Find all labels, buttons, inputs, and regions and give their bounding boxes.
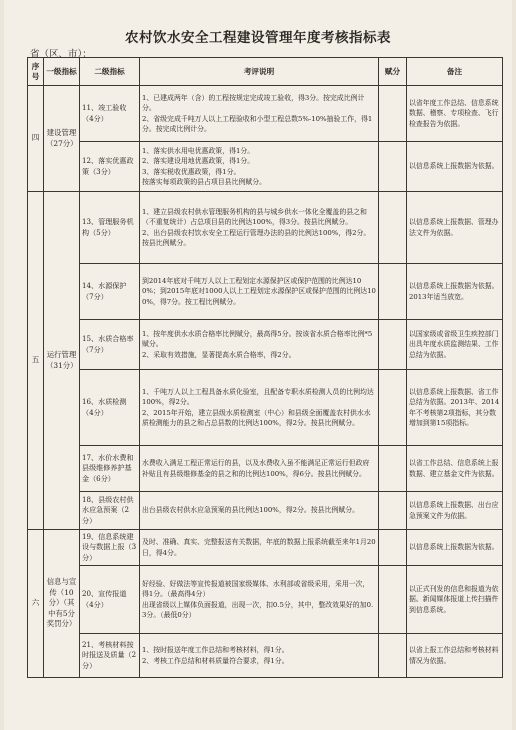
note-cell: 以信息系统上报数据、管理办法文件为依据。 (407, 192, 503, 264)
score-cell (379, 320, 407, 370)
description-line: 1、落实供水用电优惠政策，得1分。 (142, 146, 255, 155)
section-name: 建设管理（27分） (44, 86, 80, 192)
score-cell (379, 566, 407, 634)
section-no: 四 (28, 86, 44, 192)
note-cell: 以省年度工作总结、信息系统数据、稽察、专项检查、飞行检查报告为依据。 (407, 86, 503, 142)
indicator-name: 12、落实优惠政策（3分） (80, 142, 140, 192)
score-cell (379, 492, 407, 530)
table-row (28, 142, 503, 192)
table-header-row (28, 58, 503, 86)
table-row (28, 86, 503, 142)
indicator-description (140, 634, 379, 678)
province-label: 省（区、市）： (30, 49, 92, 60)
indicator-description (140, 142, 379, 192)
note-cell: 以省工作总结、信息系统上报数据、建立基金文件为依据。 (407, 446, 503, 492)
score-cell (379, 264, 407, 320)
indicator-description (140, 192, 379, 264)
indicator-name: 11、竣工验收（4分） (80, 86, 140, 142)
description-line: 2、出台县级农村饮水安全工程运行管理办法的县的比例达100%，得2分。按县比例赋分。 (142, 228, 371, 247)
header-level1: 一级指标 (44, 58, 80, 86)
description-line: 2、2015年开始，建立县级水质检测室（中心）和县级全面覆盖农村供水水质检测能力的县之和占总县数的比例达100%，得2分。按县比例赋分。 (142, 408, 371, 427)
section-no: 五 (28, 192, 44, 530)
description-line: 1、已建成两年（含）的工程按规定完成竣工验收，得3分。按完成比例计分。 (142, 93, 365, 113)
header-score: 赋分 (379, 58, 407, 86)
table-row (28, 634, 503, 678)
table-row (28, 320, 503, 370)
description-line: 到2014年底对千吨万人以上工程划定水源保护区或保护范围的比例达100%；到2015年底对1000人以上工程划定水源保护区或保护范围的比例达100%，得7分。按工程比例赋分。 (142, 277, 376, 306)
section-no: 六 (28, 530, 44, 678)
page-title: 农村饮水安全工程建设管理年度考核指标表 (125, 30, 391, 46)
section-name: 信息与宣传（10分）（其中有5分奖罚分） (44, 530, 80, 678)
description-line: 1、按时报送年度工作总结和考核材料，得1分。 (142, 646, 289, 655)
header-description: 考评说明 (140, 58, 379, 86)
header-level2: 二级指标 (80, 58, 140, 86)
description-line: 按落实每项政策的县占项目县比例赋分。 (142, 177, 267, 186)
indicator-description (140, 370, 379, 446)
note-cell: 以省上报工作总结和考核材料情况为依据。 (407, 634, 503, 678)
document-sheet (4, 0, 512, 730)
description-line: 2、省级完成千吨万人以上工程验收和小型工程总数5%-10%抽验工作，得1分。按完成比例计分。 (142, 114, 373, 133)
description-line: 2、考核工作总结和材料质量符合要求，得1分。 (142, 656, 289, 665)
table-row (28, 370, 503, 446)
indicator-name: 18、县级农村供水应急预案（2分） (80, 492, 140, 530)
header-note: 备注 (407, 58, 503, 86)
table-row (28, 530, 503, 566)
table-row (28, 566, 503, 634)
table-row (28, 264, 503, 320)
indicator-description (140, 264, 379, 320)
indicator-name: 19、信息系统建设与数据上报（3分） (80, 530, 140, 566)
header-no: 序号 (28, 58, 44, 86)
description-line: 水费收入满足工程正常运行的县，以及水费收入虽不能满足正常运行但政府补贴且有县级维修基金的县之和的比例达100%，得6分。按县比例赋分。 (142, 459, 370, 478)
note-cell: 以信息系统上报数据为依据。 (407, 530, 503, 566)
indicator-description (140, 492, 379, 530)
description-line: 2、落实建设用地优惠政策，得1分。 (142, 157, 255, 166)
indicator-description (140, 530, 379, 566)
table-row (28, 492, 503, 530)
indicator-name: 16、水质检测（4分） (80, 370, 140, 446)
note-cell: 以国家级或省级卫生疾控部门出具年度水质监测结果、工作总结为依据。 (407, 320, 503, 370)
indicator-name: 20、宣传报道（4分） (80, 566, 140, 634)
section-name: 运行管理（31分） (44, 192, 80, 530)
table-row (28, 446, 503, 492)
assessment-table (27, 57, 503, 678)
score-cell (379, 634, 407, 678)
score-cell (379, 192, 407, 264)
description-line: 1、千吨万人以上工程具备水质化验室，且配备专职水质检测人员的比例均达100%，得2分。 (142, 387, 374, 407)
indicator-name: 15、水质合格率（7分） (80, 320, 140, 370)
description-line: 及时、准确、真实、完整报送有关数据，年底的数据上报系统截至来年1月20日，得4分。 (142, 538, 376, 557)
indicator-description (140, 566, 379, 634)
indicator-description (140, 86, 379, 142)
description-line: 好经验、好做法等宣传报道被国家级媒体、水利部或省级采用，采用一次，得1分。（最高得4分） (142, 579, 370, 599)
description-line: 2、采取有效措施，显著提高水质合格率，得2分。 (142, 350, 296, 359)
score-cell (379, 370, 407, 446)
description-line: 3、落实税收优惠政策，得1分。 (142, 167, 241, 176)
score-cell (379, 446, 407, 492)
indicator-description (140, 320, 379, 370)
note-cell: 以正式刊发的信息和报道为依据。新闻媒体报道上传扫描件到信息系统。 (407, 566, 503, 634)
score-cell (379, 142, 407, 192)
table-row (28, 192, 503, 264)
indicator-name: 21、考核材料按时报送及质量（2分） (80, 634, 140, 678)
description-line: 出台县级农村供水应急预案的县比例达100%，得2分。按县比例赋分。 (142, 506, 360, 515)
note-cell: 以信息系统上报数据、出台应急预案文件为依据。 (407, 492, 503, 530)
score-cell (379, 530, 407, 566)
indicator-name: 14、水源保护（7分） (80, 264, 140, 320)
note-cell: 以信息系统上报数据为依据。 (407, 142, 503, 192)
description-line: 出现省级以上媒体负面报道，出现一次，扣0.5分，其中，整改效果好的加0.3分。（最低0分） (142, 600, 374, 619)
indicator-description (140, 446, 379, 492)
indicator-name: 17、水价水费和县级维修养护基金（6分） (80, 446, 140, 492)
note-cell: 以信息系统上报数据、省工作总结为依据。2013年、2014年不考核第2项指标，其分数增加到第15项指标。 (407, 370, 503, 446)
score-cell (379, 86, 407, 142)
note-cell: 以信息系统上报数据为依据。2013年适当放宽。 (407, 264, 503, 320)
description-line: 1、按年度供水水质合格率比例赋分，最高得5分。按该省水质合格率比例*5赋分。 (142, 330, 373, 349)
indicator-name: 13、管理服务机构（5分） (80, 192, 140, 264)
description-line: 1、建立县级农村供水管理服务机构的县与城乡供水一体化全覆盖的县之和（不重复统计）占总项目县的比例达100%，得3分。按县比例赋分。 (142, 207, 367, 227)
